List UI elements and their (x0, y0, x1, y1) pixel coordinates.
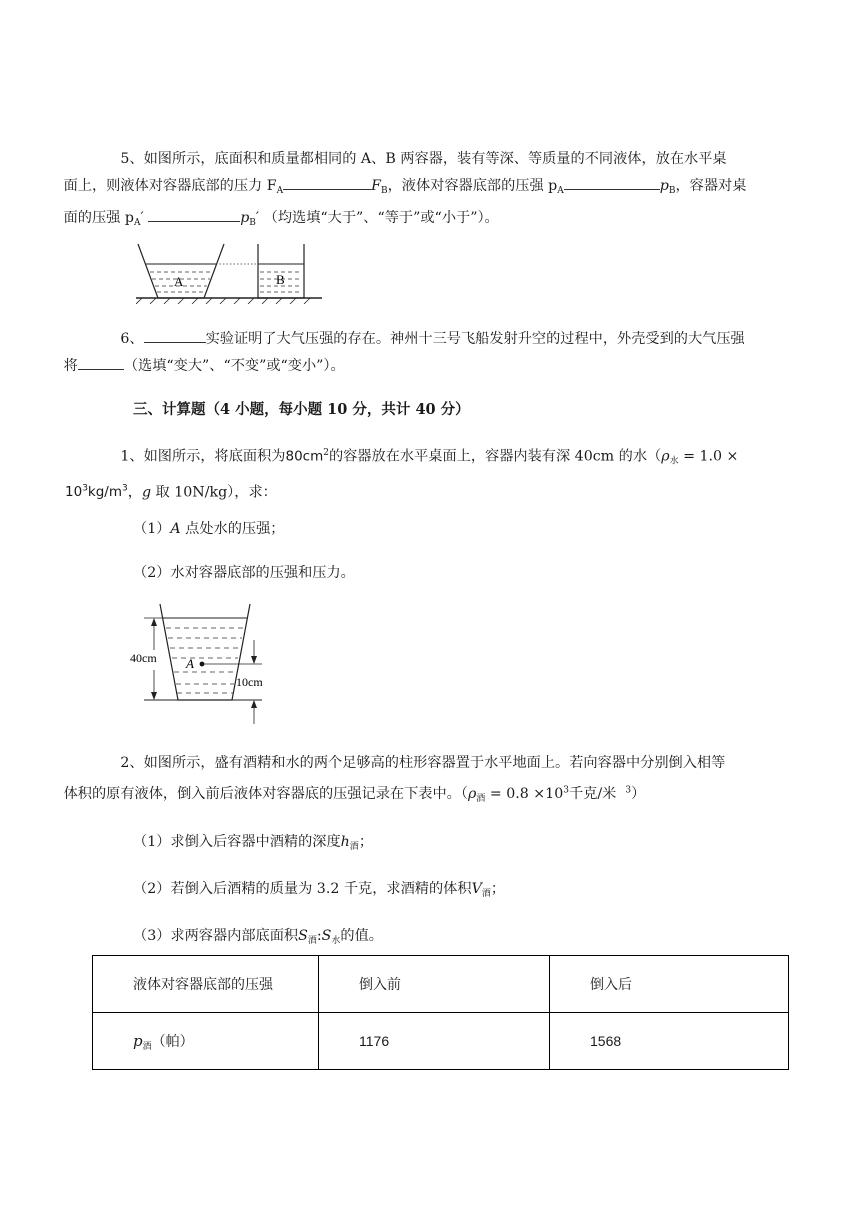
c2-text: 2、如图所示，盛有酒精和水的两个足够高的柱形容器置于水平地面上。若向容器中分别倒入相等 体积的原有液体，倒入前后液体对容器底的压强记录在下表中。（$\rho_酒 = 0.8 \times 10^3$千克/米 $^3$） (63, 755, 726, 804)
label-b: B (276, 272, 285, 287)
blank-force[interactable] (283, 175, 371, 190)
q5-figure (136, 240, 322, 304)
label-10cm: 10cm (236, 675, 263, 689)
c2-sub2: （2）若倒入后酒精的质量为 3.2 千克，求酒精的体积$V_酒$； (133, 881, 506, 899)
q5-line1: 5、如图所示，底面积和质量都相同的 A、B 两容器，装有等深、等质量的不同液体，放在水平桌 (120, 151, 727, 167)
pressure-table (92, 955, 789, 1070)
label-a: A (174, 274, 184, 289)
table-header-cell: 倒入后 (550, 956, 789, 1013)
c2-sub3: （3）求两容器内部底面积$S_酒:S_水$的值。 (133, 928, 383, 946)
table-header-cell: 液体对容器底部的压强 (93, 956, 319, 1013)
blank-pressure[interactable] (564, 175, 660, 190)
table-cell: 1176 (319, 1013, 550, 1070)
blank-change[interactable] (78, 355, 124, 370)
blank-table-pressure[interactable] (148, 207, 240, 222)
q5-text (63, 146, 802, 237)
label-40cm: 40cm (130, 651, 157, 665)
label-point-a: A (186, 656, 194, 671)
table-header-row (93, 956, 789, 1013)
q6-text: 6、 实验证明了大气压强的存在。神州十三号飞船发射升空的过程中，外壳受到的大气压强 将 （选填“变大”、“不变”或“变小”）。 (92, 326, 802, 380)
c1-text: 1、如图所示，将底面积为$80cm^2$的容器放在水平桌面上，容器内装有深 40cm 的水（$\rho_水 = 1.0$ × $10^3kg/m^3$，g 取 10N/kg），求： (65, 448, 739, 501)
c1-sub1: （1）A 点处水的压强； (133, 521, 285, 537)
c1-figure (130, 600, 282, 728)
section-title: 三、计算题（4 小题，每小题 10 分，共计 40 分） (133, 401, 470, 418)
c1-sub2: （2）水对容器底部的压强和压力。 (133, 565, 355, 581)
q5-line2: 面上，则液体对容器底部的压力 $F_A$ $F_B$，液体对容器底部的压强 $p_A$ $p_B$，容器对桌 (64, 178, 747, 194)
table-header-cell: 倒入前 (319, 956, 550, 1013)
blank-experiment[interactable] (144, 328, 206, 343)
table-row (93, 1013, 789, 1070)
c2-sub1: （1）求倒入后容器中酒精的深度$h_酒$； (133, 834, 374, 852)
q5-line3: 面的压强 $p_A'$ $p_B'$ （均选填“大于”、“等于”或“小于”）。 (64, 210, 499, 226)
table-cell-label: $p_酒$（帕） (93, 1013, 319, 1070)
table-cell: 1568 (550, 1013, 789, 1070)
